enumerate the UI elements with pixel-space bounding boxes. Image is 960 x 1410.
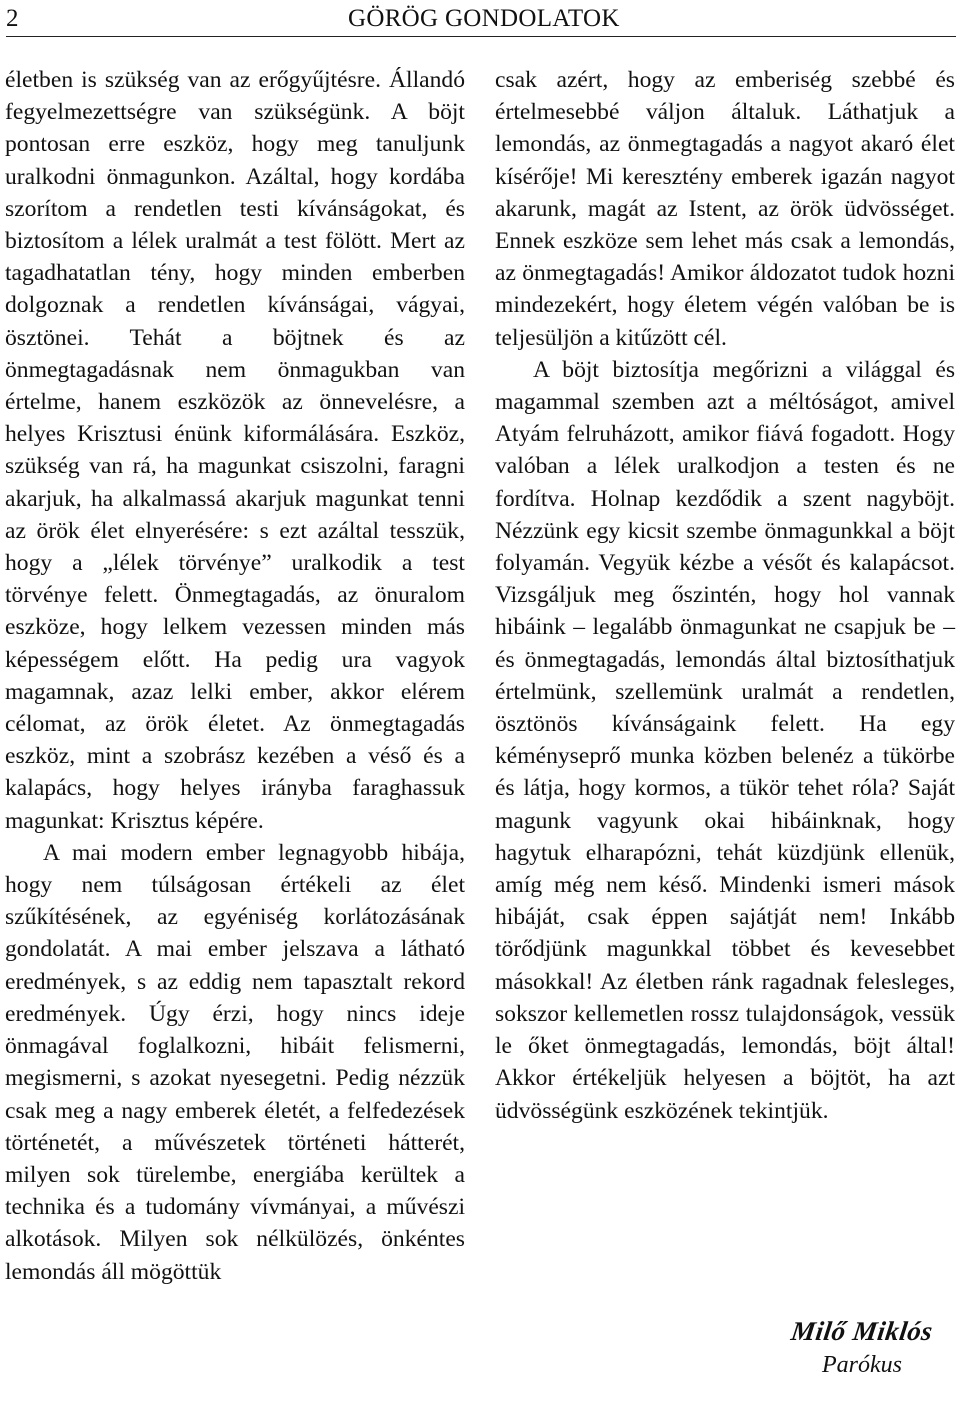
author-title: Parókus <box>822 1352 902 1378</box>
right-paragraph-2: A böjt biztosítja megőrizni a világgal és magammal szemben azt a méltóságot, amivel Atyám felruházott, amikor fiává fogadott. Hogy valóban a lélek uralkodjon a testen és ne fordítva. Holnap kezdődik a szent nagyböjt. Nézzünk egy kicsit szembe önmagunkkal a böjt folyamán. Vegyük kézbe a vésőt és kalapácsot. Vizsgáljuk meg őszintén, hogy hol vannak hibáink – legalább önmagunkat ne csapjuk be – és önmegtagadás, lemondás által biztosíthatjuk értelmünk, szellemünk uralmát a rendetlen, ösztönös kívánságaink felett. Ha egy kéményseprő munka közben belenéz a tükörbe és látja, hogy kormos, a tükör tehet róla? Saját magunk vagyunk okai hibáinknak, hogy hagytuk elharapózni, tehát küzdjünk ellenük, amíg még nem késő. Mindenki ismeri mások hibáját, csak éppen sajátját nem! Inkább törődjünk magunkkal többet és kevesebbet másokkal! Az életben ránk ragadnak felesleges, sokszor kellemetlen rossz tulajdonságok, vessük le őket önmegtagadás, lemondás, böjt által! Akkor értékeljük helyesen a böjtöt, ha azt üdvösségünk eszközének tekintjük. <box>495 356 955 1124</box>
page-header <box>6 4 956 37</box>
page-number: 2 <box>6 5 19 32</box>
left-paragraph-1: életben is szükség van az erőgyűjtésre. Állandó fegyelmezettségre van szükségünk. A böjt pontosan erre eszköz, hogy meg tanuljunk uralkodni önmagunkon. Azáltal, hogy kordába szorítom a rendetlen testi kívánságokat, és biztosítom a lélek uralmát a test fölött. Mert az tagadhatatlan tény, hogy minden emberben dolgoznak a rendetlen kívánságai, vágyai, ösztönei. Tehát a böjtnek és az önmegtagadásnak nem önmagukban van értelme, hanem eszközök az önnevelésre, a helyes Krisztusi énünk kiformálására. Eszköz, szükség van rá, ha magunkat csiszolni, faragni akarjuk, ha alkalmassá akarjuk magunkat tenni az örök élet elnyerésére: s ezt azáltal tesszük, hogy a „lélek törvénye” uralkodik a test törvénye felett. Önmegtagadás, az önuralom eszköze, hogy lelkem vezessen minden más képességem előtt. Ha pedig ura vagyok magamnak, azaz lelki ember, akkor elérem célomat, az örök életet. Az önmegtagadás eszköz, mint a szobrász kezében a véső és a kalapács, hogy helyes irányba faraghassuk magunkat: Krisztus képére. <box>5 67 465 834</box>
right-paragraph-1: csak azért, hogy az emberiség szebbé és értelmesebbé váljon általuk. Láthatjuk a lemondás, az önmegtagadás a nagyot akaró élet kísérője! Mi keresztény emberek igazán nagyot akarunk, magát az Istent, az örök üdvösséget. Ennek eszköze sem lehet más csak a lemondás, az önmegtagadás! Amikor áldozatot tudok hozni mindezekért, hogy életem végén valóban be is teljesüljön a kitűzött cél. <box>495 67 955 351</box>
author-name: Milő Miklós <box>789 1316 935 1346</box>
left-column <box>5 64 465 1288</box>
signature-block <box>778 1314 946 1380</box>
running-title: GÖRÖG GONDOLATOK <box>348 5 620 32</box>
right-column <box>495 64 955 1127</box>
left-paragraph-2: A mai modern ember legnagyobb hibája, hogy nem túlságosan értékeli az élet szűkítésének, az egyéniség korlátozásának gondolatát. A mai ember jelszava a látható eredmények, s az eddig nem tapasztalt rekord eredmények. Úgy érzi, hogy nincs ideje önmagával foglalkozni, hibáit felismerni, megismerni, s azokat nyesegetni. Pedig nézzük csak meg a nagy emberek életét, a felfedezések történetét, a művészetek történeti hátterét, milyen sok türelembe, energiába kerültek a technika és a tudomány vívmányai, a művészi alkotások. Milyen sok nélkülözés, önkéntes lemondás áll mögöttük <box>5 839 465 1285</box>
